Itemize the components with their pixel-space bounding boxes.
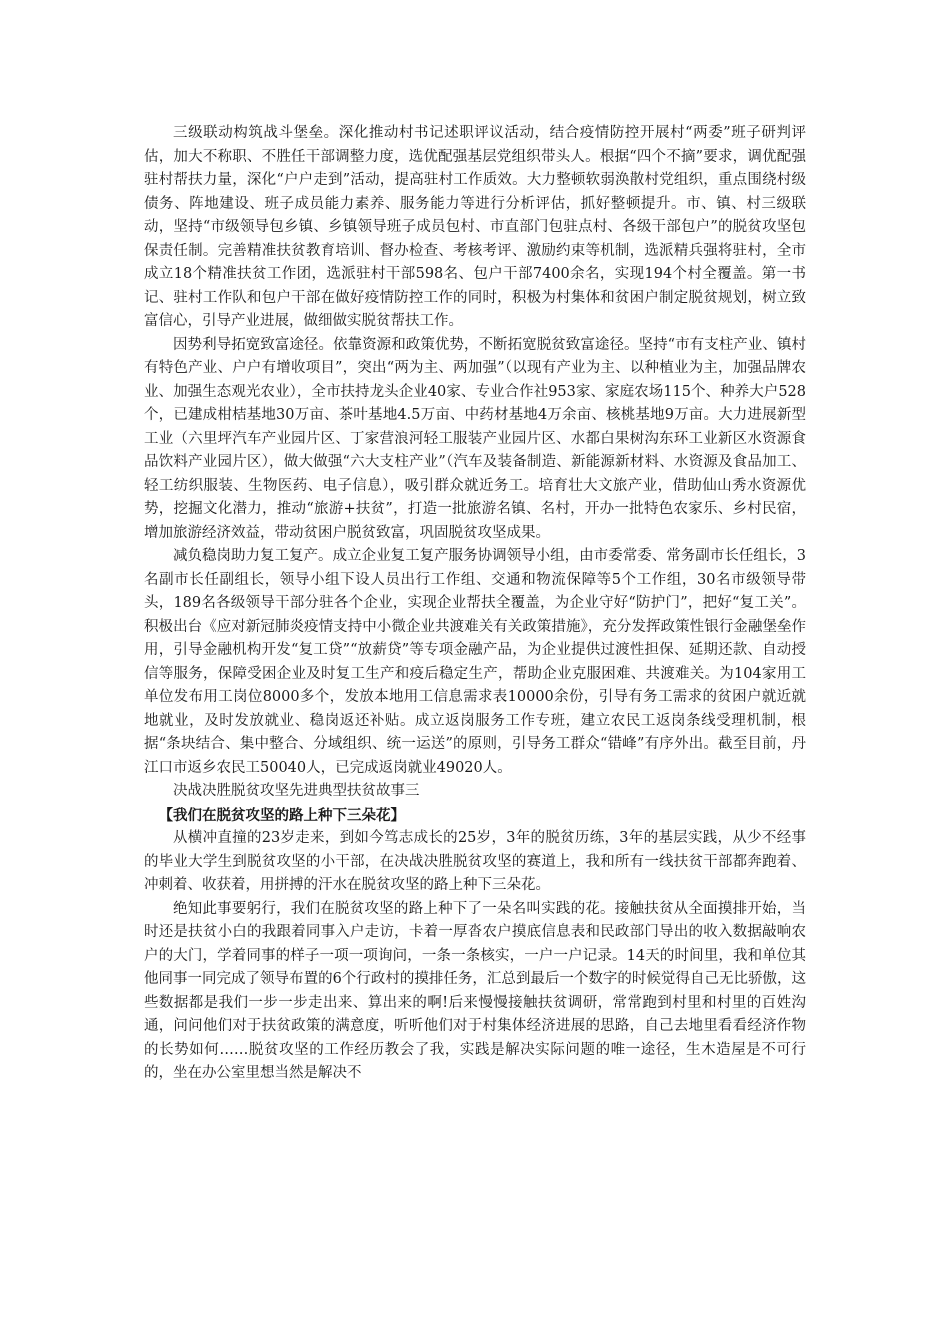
story-paragraph-intro: 从横冲直撞的23岁走来，到如今笃志成长的25岁，3年的脱贫历练，3年的基层实践，从少不经事的毕业大学生到脱贫攻坚的小干部，在决战决胜脱贫攻坚的赛道上，我和所有一线扶贫干部都奔跑着、冲刺着、收获着，用拼搏的汗水在脱贫攻坚的路上种下三朵花。 [144, 830, 806, 893]
story-title: 决战决胜脱贫攻坚先进典型扶贫故事三 [173, 783, 420, 799]
story-subtitle: 【我们在脱贫攻坚的路上种下三朵花】 [158, 806, 405, 824]
paragraph-three-level-linkage: 三级联动构筑战斗堡垒。深化推动村书记述职评议活动，结合疫情防控开展村“两委”班子研判评估，加大不称职、不胜任干部调整力度，选优配强基层党组织带头人。根据“四个不摘”要求，调优配强驻村帮扶力量，深化“户户走到”活动，提高驻村工作质效。大力整顿软弱涣散村党组织，重点围绕村级债务、阵地建设、班子成员能力素养、服务能力等进行分析评估，抓好整顿提升。市、镇、村三级联动，坚持“市级领导包乡镇、乡镇领导班子成员包村、市直部门包驻点村、各级干部包户”的脱贫攻坚包保责任制。完善精准扶贫教育培训、督办检查、考核考评、激励约束等机制，选派精兵强将驻村，全市成立18个精准扶贫工作团，选派驻村干部598名、包户干部7400余名，实现194个村全覆盖。第一书记、驻村工作队和包户干部在做好疫情防控工作的同时，积极为村集体和贫困户制定脱贫规划，树立致富信心，引导产业进展，做细做实脱贫帮扶工作。 [144, 125, 806, 329]
paragraph-industry-expansion: 因势利导拓宽致富途径。依靠资源和政策优势，不断拓宽脱贫致富途径。坚持“市有支柱产业、镇村有特色产业、户户有增收项目”，突出“两为主、两加强”（以现有产业为主、以种植业为主，加强品牌农业、加强生态观光农业），全市扶持龙头企业40家、专业合作社953家、家庭农场115个、种养大户528个，已建成柑桔基地30万亩、茶叶基地4.5万亩、中药材基地4万余亩、核桃基地9万亩。大力进展新型工业（六里坪汽车产业园片区、丁家营浪河轻工服装产业园片区、水都白果树沟东环工业新区水资源食品饮料产业园片区），做大做强“六大支柱产业”（汽车及装备制造、新能源新材料、水资源及食品加工、轻工纺织服装、生物医药、电子信息），吸引群众就近务工。培育壮大文旅产业，借助仙山秀水资源优势，挖掘文化潜力，推动“旅游+扶贫”，打造一批旅游名镇、名村，开办一批特色农家乐、乡村民宿，增加旅游经济效益，带动贫困户脱贫致富，巩固脱贫攻坚成果。 [144, 336, 806, 541]
document-page [144, 122, 806, 1086]
paragraph-resume-work: 减负稳岗助力复工复产。成立企业复工复产服务协调领导小组，由市委常委、常务副市长任组长，3名副市长任副组长，领导小组下设人员出行工作组、交通和物流保障等5个工作组，30名市级领导带头，189名各级领导干部分驻各个企业，实现企业帮扶全覆盖，为企业守好“防护门”，把好“复工关”。积极出台《应对新冠肺炎疫情支持中小微企业共渡难关有关政策措施》，充分发挥政策性银行金融堡垒作用，引导金融机构开发“复工贷”“放薪贷”等专项金融产品，为企业提供过渡性担保、延期还款、自动授信等服务，保障受困企业及时复工生产和疫后稳定生产，帮助企业克服困难、共渡难关。为104家用工单位发布用工岗位8000多个，发放本地用工信息需求表10000余份，引导有务工需求的贫困户就近就地就业，及时发放就业、稳岗返还补贴。成立返岗服务工作专班，建立农民工返岗条线受理机制，根据“条块结合、集中整合、分域组织、统一运送”的原则，引导务工群众“错峰”有序外出。截至目前，丹江口市返乡农民工50040人，已完成返岗就业49020人。 [144, 548, 806, 776]
story-paragraph-practice: 绝知此事要躬行，我们在脱贫攻坚的路上种下了一朵名叫实践的花。接触扶贫从全面摸排开始，当时还是扶贫小白的我跟着同事入户走访，卡着一厚沓农户摸底信息表和民政部门导出的收入数据敲响农户的大门，学着同事的样子一项一项询问，一条一条核实，一户一户记录。14天的时间里，我和单位其他同事一同完成了领导布置的6个行政村的摸排任务，汇总到最后一个数字的时候觉得自己无比骄傲，这些数据都是我们一步一步走出来、算出来的啊!后来慢慢接触扶贫调研，常常跑到村里和村里的百姓沟通，问问他们对于扶贫政策的满意度，听听他们对于村集体经济进展的思路，自己去地里看看经济作物的长势如何……脱贫攻坚的工作经历教会了我，实践是解决实际问题的唯一途径，生木造屋是不可行的，坐在办公室里想当然是解决不 [144, 900, 806, 1081]
